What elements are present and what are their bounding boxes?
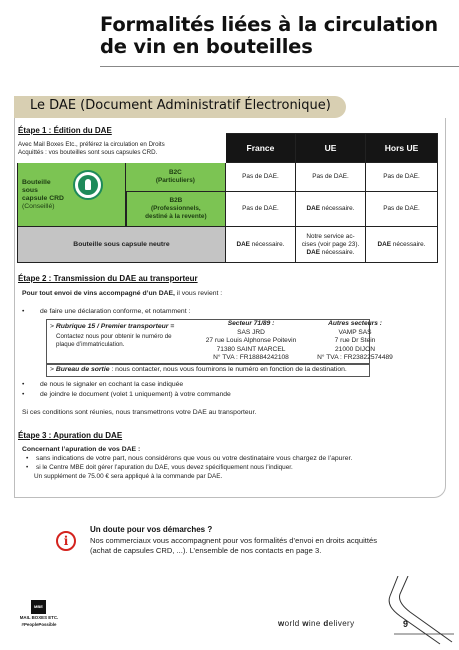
cell-text: Notre service ac- bbox=[306, 232, 355, 240]
step2-lead bbox=[22, 290, 222, 299]
table-cell bbox=[296, 192, 366, 227]
section-banner bbox=[14, 96, 346, 118]
step1-heading: Étape 1 : Édition du DAE bbox=[18, 126, 112, 135]
info-icon: i bbox=[56, 531, 76, 551]
table-header-ue: UE bbox=[296, 133, 366, 163]
address-line: N° TVA : FR23822574489 bbox=[317, 354, 393, 362]
step2-closing: Si ces conditions sont réunies, nous transmettrons votre DAE au transporteur. bbox=[22, 409, 257, 416]
cell-text: nécessaire. bbox=[320, 205, 355, 212]
brand-text: ine bbox=[308, 619, 324, 628]
mbe-logo-name: MAIL BOXES ETC. bbox=[19, 615, 59, 620]
crd-capsule-icon bbox=[73, 170, 103, 200]
page-number: 9 bbox=[403, 619, 409, 629]
brand-letter: d bbox=[323, 619, 329, 628]
address-line: VAMP SAS bbox=[338, 328, 372, 336]
table-blank-corner bbox=[17, 133, 226, 163]
address-line: 21000 DIJON bbox=[335, 345, 375, 353]
b2b-label-line: destiné à la revente) bbox=[145, 213, 207, 220]
section-banner-label: Le DAE (Document Administratif Électronique) bbox=[30, 98, 331, 113]
mbe-logo bbox=[14, 600, 64, 634]
bullet-text: de faire une déclaration conforme, et notamment : bbox=[40, 308, 191, 315]
cell-text: nécessaire. bbox=[249, 240, 285, 248]
b2c-label-line: (Particuliers) bbox=[155, 177, 195, 184]
table-cell bbox=[226, 227, 296, 263]
b2b-label-line: B2B bbox=[169, 197, 183, 204]
note-line: Contactez nous pour obtenir le numéro de bbox=[56, 333, 172, 340]
footer-brand bbox=[278, 619, 355, 628]
step3-bullet1: • sans indications de votre part, nous considérons que vous ou votre destinataire vous chargez de l’apurer. bbox=[26, 455, 353, 462]
table-cell: Pas de DAE. bbox=[296, 163, 366, 192]
bold-text: Pour tout envoi de vins accompagné d’un DAE, bbox=[22, 290, 175, 297]
cell-text: cises (voir page 23). bbox=[301, 240, 360, 248]
title-divider bbox=[100, 66, 459, 67]
wine-bottle-icon bbox=[378, 576, 456, 646]
step3-heading: Étape 3 : Apuration du DAE bbox=[18, 431, 123, 440]
lead-text: il vous revient : bbox=[174, 290, 223, 297]
sector-title: Autres secteurs : bbox=[328, 320, 382, 327]
table-cell: Pas de DAE. bbox=[366, 163, 438, 192]
bold-text: DAE bbox=[377, 240, 392, 248]
b2c-label-cell bbox=[126, 163, 226, 192]
other-sectors-address bbox=[302, 320, 408, 363]
sortie-label: Bureau de sortie bbox=[55, 366, 110, 373]
bullet-text: si le Centre MBE doit gérer l’apuration du DAE, vous devez spécifiquement nous l’indiquer. bbox=[36, 464, 293, 471]
crd-label-line: (Conseillé) bbox=[22, 202, 55, 210]
step2-bullet3: • de joindre le document (volet 1 uniquement) à votre commande bbox=[22, 391, 231, 398]
table-cell: Pas de DAE. bbox=[226, 163, 296, 192]
step1-intro-line2: Acquittés : vos bouteilles sont sous capsules CRD. bbox=[18, 149, 158, 156]
address-line: 71380 SAINT MARCEL bbox=[216, 345, 286, 353]
doubt-title: Un doute pour vos démarches ? bbox=[90, 525, 213, 534]
neutral-label-cell: Bouteille sous capsule neutre bbox=[17, 227, 226, 263]
bold-text: DAE bbox=[306, 205, 321, 212]
brand-text: elivery bbox=[328, 619, 355, 628]
step2-bullet1: • de faire une déclaration conforme, et notamment : bbox=[22, 308, 191, 315]
rubrique-label: > Rubrique 15 / Premier transporteur = bbox=[50, 323, 175, 330]
bold-text: DAE bbox=[236, 240, 250, 248]
table-header-hors-ue: Hors UE bbox=[366, 133, 438, 163]
step2-bullet2: • de nous le signaler en cochant la case indiquée bbox=[22, 381, 184, 388]
brand-text: orld bbox=[284, 619, 303, 628]
sector-title: Secteur 71/89 : bbox=[227, 320, 275, 327]
b2b-label-line: (Professionnels, bbox=[150, 205, 201, 212]
crd-label-line: sous bbox=[22, 186, 38, 194]
address-line: N° TVA : FR18884242108 bbox=[213, 354, 289, 362]
bold-text: DAE bbox=[306, 248, 321, 256]
crd-label-line: capsule CRD bbox=[22, 194, 64, 202]
sector71-address bbox=[196, 320, 306, 363]
mbe-logo-tag: #PeoplePossible bbox=[21, 622, 57, 627]
rubrique-note bbox=[56, 333, 172, 349]
table-cell bbox=[296, 227, 366, 263]
mbe-logo-mark: MBE bbox=[31, 600, 46, 614]
bullet-text: de nous le signaler en cochant la case indiquée bbox=[40, 381, 184, 388]
table-cell: Pas de DAE. bbox=[226, 192, 296, 227]
table-cell: Pas de DAE. bbox=[366, 192, 438, 227]
step3-concern: Concernant l’apuration de vos DAE : bbox=[22, 446, 141, 453]
crd-label-cell bbox=[17, 163, 126, 227]
brand-letter: w bbox=[278, 619, 285, 628]
address-line: 7 rue Dr Stein bbox=[334, 337, 376, 345]
crd-label-line: Bouteille bbox=[22, 178, 51, 186]
b2b-label-cell bbox=[126, 192, 226, 227]
bullet-text: de joindre le document (volet 1 uniquement) à votre commande bbox=[40, 391, 231, 398]
step1-intro-line1: Avec Mail Boxes Etc., préférez la circulation en Droits bbox=[18, 141, 165, 148]
note-line: plaque d’immatriculation. bbox=[56, 341, 125, 348]
step2-heading: Étape 2 : Transmission du DAE au transporteur bbox=[18, 274, 198, 283]
rubrique-text: Rubrique 15 / Premier transporteur = bbox=[55, 323, 175, 330]
cell-text: nécessaire. bbox=[320, 248, 355, 256]
brand-letter: w bbox=[302, 619, 309, 628]
doubt-line: Nos commerciaux vous accompagnent pour vos formalités d’envoi en droits acquittés bbox=[90, 536, 378, 545]
b2c-label-line: B2C bbox=[168, 169, 182, 176]
table-header-france: France bbox=[226, 133, 296, 163]
address-line: SAS JRD bbox=[237, 328, 265, 336]
step3-supplement: Un supplément de 75.00 € sera appliqué à la commande par DAE. bbox=[34, 473, 223, 480]
page-title: Formalités liées à la circulation de vin en bouteilles bbox=[100, 13, 438, 58]
doubt-text bbox=[90, 536, 440, 556]
cell-text: nécessaire. bbox=[391, 240, 426, 248]
sortie-line: > Bureau de sortie : nous contacter, nous vous fournirons le numéro en fonction de la destination. bbox=[50, 366, 347, 373]
step3-bullet2: • si le Centre MBE doit gérer l’apuration du DAE, vous devez spécifiquement nous l’indiquer. bbox=[26, 464, 293, 471]
sortie-text: : nous contacter, nous vous fournirons le numéro en fonction de la destination. bbox=[109, 366, 347, 373]
bullet-text: sans indications de votre part, nous considérons que vous ou votre destinataire vous chargez de l’apurer. bbox=[36, 455, 353, 462]
address-line: 27 rue Louis Alphonse Poitevin bbox=[205, 337, 297, 345]
table-cell bbox=[366, 227, 438, 263]
doubt-line: (achat de capsules CRD, ...). L’ensemble de nos contacts en page 3. bbox=[90, 546, 322, 555]
